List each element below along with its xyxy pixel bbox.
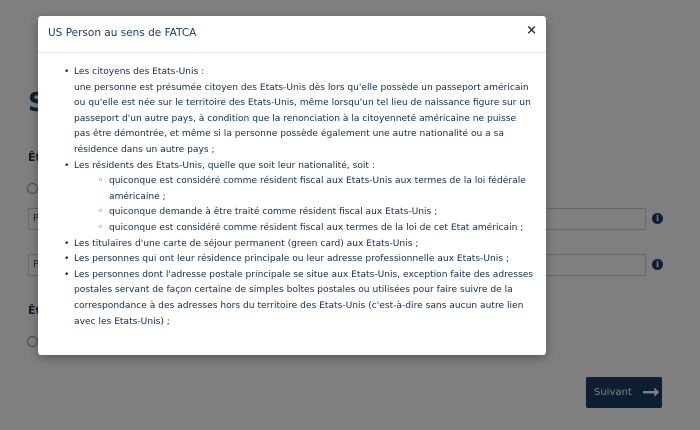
- modal-header: [38, 16, 546, 53]
- list-item: • Les personnes qui ont leur résidence principale ou leur adresse professionnelle aux Etats-Unis ;: [52, 252, 534, 268]
- item-label: Les résidents des Etats-Unis, quelle que soit leur nationalité, soit :: [74, 160, 375, 171]
- fatca-criteria-list: [52, 65, 534, 330]
- sub-list-item: ◦ quiconque demande à être traité comme résident fiscal aux Etats-Unis ;: [74, 205, 534, 221]
- modal-title: US Person au sens de FATCA: [48, 27, 197, 39]
- item-label: Les citoyens des Etats-Unis :: [74, 67, 205, 77]
- modal-body: [38, 53, 546, 330]
- item-description: une personne est présumée citoyen des Etats-Unis dès lors qu'elle possède un passeport américain ou qu'elle est née sur le territoire des Etats-Unis, même lorsqu'un tel lieu de naissance figure sur un passeport d'un autre pays, à condition que la renonciation à la citoyenneté américaine ne puisse pas être démontrée, et même si la personne possède également une autre nationalité ou a sa résidence dans un autre pays ;: [74, 82, 531, 155]
- list-item: [52, 65, 534, 159]
- list-item: [52, 159, 534, 237]
- close-icon[interactable]: ×: [526, 23, 537, 38]
- sub-list-item: ◦ quiconque est considéré comme résident fiscal aux Etats-Unis aux termes de la loi fédérale américaine ;: [74, 174, 534, 205]
- sub-list: [74, 174, 534, 236]
- list-item: • Les personnes dont l'adresse postale principale se situe aux Etats-Unis, exception faite des adresses postales servant de façon certaine de simples boîtes postales ou utilisées pour faire suivre de la correspondance à des adresses hors du territoire des Etats-Unis (c'est-à-dire sans aucun autre lien avec les Etats-Unis) ;: [52, 268, 534, 330]
- fatca-modal: [38, 16, 546, 355]
- list-item: • Les titulaires d'une carte de séjour permanent (green card) aux Etats-Unis ;: [52, 237, 534, 253]
- sub-list-item: ◦ quiconque est considéré comme résident fiscal aux termes de la loi de cet Etat américain ;: [74, 221, 534, 237]
